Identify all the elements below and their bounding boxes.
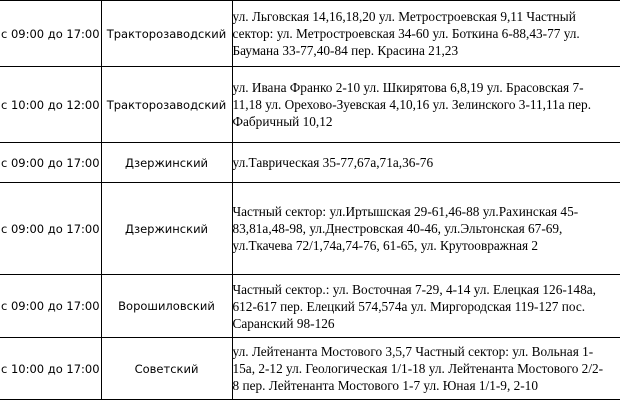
address-line: 11,18 ул. Орехово-Зуевская 4,10,16 ул. Зелинского 3-11,11а пер. <box>232 97 592 112</box>
address-line: Саранский 98-126 <box>232 315 335 331</box>
address-line: ул. Ивана Франко 2-10 ул. Шкирятова 6,8,19 ул. Брасовская 7- <box>232 80 584 95</box>
address-cell <box>232 1 620 67</box>
time-cell: с 09:00 до 17:00 <box>0 1 101 67</box>
address-line: ул.Ткачева 72/1,74а,74-76, 61-65, ул. Крутоовражная 2 <box>232 238 539 253</box>
address-line: Фабричный 10,12 <box>232 114 333 129</box>
district-cell: Тракторозаводский <box>101 67 232 143</box>
table-row <box>0 183 620 275</box>
table-row <box>0 67 620 143</box>
table-row <box>0 338 620 400</box>
district-cell: Советский <box>101 338 232 400</box>
time-cell: с 10:00 до 12:00 <box>0 67 101 143</box>
address-line: 8 пер. Лейтенанта Мостового 1-7 ул. Юная 1/1-9, 2-10 <box>232 378 538 393</box>
address-line: 83,81а,48-98, ул.Днестровская 40-46, ул.Эльтонская 67-69, <box>232 221 563 236</box>
address-line: Частный сектор.: ул. Восточная 7-29, 4-14 ул. Елецкая 126-148а, <box>232 281 596 297</box>
address-line: 612-617 пер. Елецкий 574,574а ул. Миргородская 119-127 пос. <box>232 298 586 314</box>
address-cell <box>232 275 620 338</box>
district-cell: Ворошиловский <box>101 275 232 338</box>
time-cell: с 09:00 до 17:00 <box>0 183 101 275</box>
address-line: 15а, 2-12 ул. Геологическая 1/1-18 ул. Лейтенанта Мостового 2/2- <box>232 361 604 376</box>
address-cell <box>232 338 620 400</box>
address-line: ул. Лейтенанта Мостового 3,5,7 Частный сектор: ул. Вольная 1- <box>232 344 594 359</box>
table-row <box>0 143 620 183</box>
time-cell: с 09:00 до 17:00 <box>0 275 101 338</box>
time-cell: с 10:00 до 17:00 <box>0 338 101 400</box>
address-line: Баумана 33-77,40-84 пер. Красина 21,23 <box>232 43 459 58</box>
time-cell: с 09:00 до 17:00 <box>0 143 101 183</box>
address-line: ул.Таврическая 35-77,67а,71а,36-76 <box>232 155 434 170</box>
district-cell: Тракторозаводский <box>101 1 232 67</box>
address-line: сектор: ул. Метростроевская 34-60 ул. Боткина 6-88,43-77 ул. <box>232 26 580 41</box>
table-row <box>0 275 620 338</box>
district-cell: Дзержинский <box>101 143 232 183</box>
address-line: Частный сектор: ул.Иртышская 29-61,46-88 ул.Рахинская 45- <box>232 204 579 219</box>
address-cell <box>232 143 620 183</box>
address-line: ул. Льговская 14,16,18,20 ул. Метростроевская 9,11 Частный <box>232 9 576 24</box>
table-row <box>0 1 620 67</box>
address-cell <box>232 67 620 143</box>
district-cell: Дзержинский <box>101 183 232 275</box>
address-cell <box>232 183 620 275</box>
